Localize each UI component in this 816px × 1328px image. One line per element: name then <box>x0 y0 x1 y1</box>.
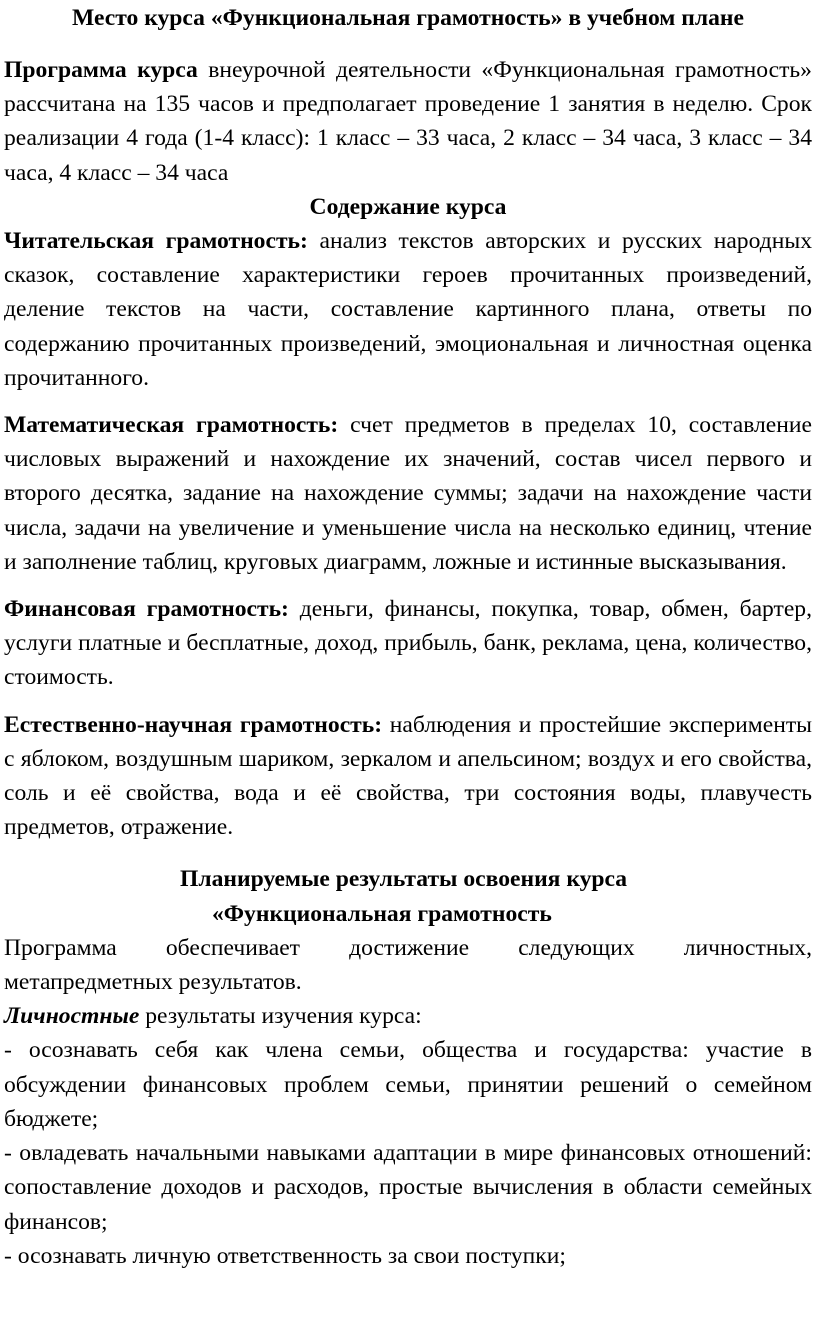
section-reading-label: Читательская грамотность: <box>4 228 308 255</box>
results-intro: Программа обеспечивает достижение следующих личностных, метапредметных результатов. <box>4 934 812 996</box>
list-item: - осознавать личную ответственность за свои поступки; <box>4 1242 566 1269</box>
spacer <box>4 844 812 862</box>
personal-label: Личностные <box>4 1003 140 1030</box>
results-heading-line2: «Функциональная грамотность <box>212 900 552 927</box>
section-finance-label: Финансовая грамотность: <box>4 596 289 623</box>
program-paragraph <box>4 53 812 190</box>
list-item: - овладевать начальными навыками адаптации в мире финансовых отношений: сопоставление доходов и расходов, простые вычисления в области семейных финансов; <box>4 1140 812 1235</box>
spacer <box>4 395 812 408</box>
section-science-text: наблюдения и простейшие эксперименты с яблоком, воздушным шариком, зеркалом и апельсином; воздух и его свойства, соль и её свойства, вода и её свойства, три состояния воды, плавучесть предметов, отражение. <box>4 711 812 841</box>
spacer <box>4 35 812 53</box>
section-science <box>4 708 812 845</box>
section-math-label: Математическая грамотность: <box>4 412 339 439</box>
section-reading-text: анализ текстов авторских и русских народных сказок, составление характеристики героев прочитанных произведений, деление текстов на части, составление картинного плана, ответы по содержанию прочитанных произведений, эмоциональная и личностная оценка прочитанного. <box>4 228 813 391</box>
content-heading: Содержание курса <box>309 193 507 220</box>
document-title: Место курса «Функциональная грамотность» в учебном плане <box>72 5 744 31</box>
section-math-text: счет предметов в пределах 10, составление числовых выражений и нахождение их значений, состав чисел первого и второго десятка, задание на нахождение суммы; задачи на нахождение части числа, задачи на увеличение и уменьшение числа на несколько единиц, чтение и заполнение таблиц, круговых диаграмм, ложные и истинные высказывания. <box>4 412 812 575</box>
section-math <box>4 408 812 579</box>
results-heading <box>4 862 812 930</box>
personal-results <box>4 999 812 1033</box>
section-science-label: Естественно-научная грамотность: <box>4 711 383 738</box>
program-lead: Программа курса <box>4 57 198 83</box>
program-text: внеурочной деятельности «Функциональная грамотность» рассчитана на 135 часов и предполагает проведение 1 занятия в неделю. Срок реализации 4 года (1-4 класс): 1 класс – 33 часа, 2 класс – 34 часа, 3 класс – 34 часа, 4 класс – 34 часа <box>4 57 812 186</box>
list-item: - осознавать себя как члена семьи, общества и государства: участие в обсуждении финансовых проблем семьи, принятии решений о семейном бюджете; <box>4 1037 812 1132</box>
section-finance <box>4 592 812 695</box>
spacer <box>4 579 812 592</box>
spacer <box>4 695 812 708</box>
section-reading <box>4 224 812 395</box>
section-finance-text: деньги, финансы, покупка, товар, обмен, бартер, услуги платные и бесплатные, доход, прибыль, банк, реклама, цена, количество, стоимость. <box>4 596 813 691</box>
personal-text: результаты изучения курса: <box>139 1003 422 1030</box>
results-heading-line1: Планируемые результаты освоения курса <box>180 866 628 893</box>
